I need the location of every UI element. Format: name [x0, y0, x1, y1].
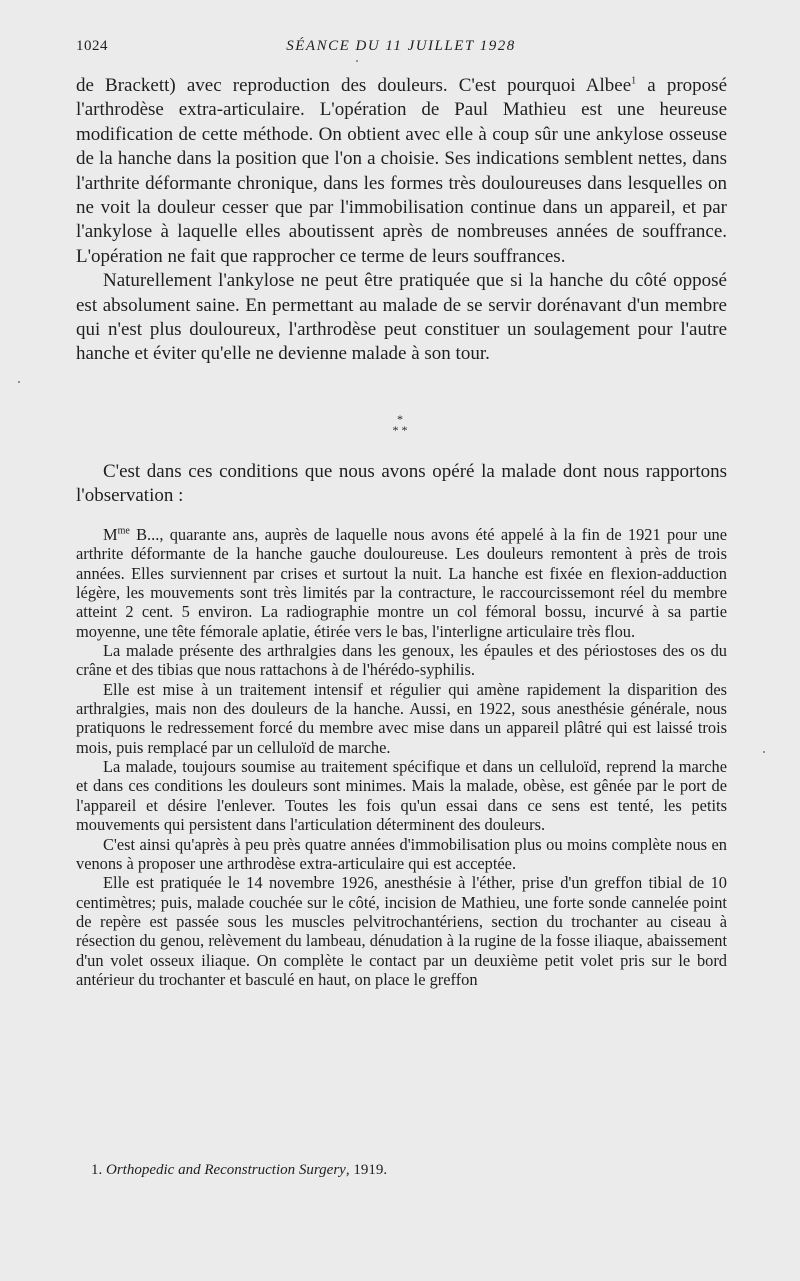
paragraph-1-rest: a proposé l'arthrodèse extra-articulaire. L'opération de Paul Mathieu est une heureuse modification de cette méthode. On obtient avec elle à coup sûr une ankylose osseuse de la hanche dans la position que l'on a choisie. Ses indications semblent nettes, dans l'arthrite déformante chronique, dans les formes très douloureuses dans lesquelles on ne voit la douleur cesser que par l'immobilisation continue dans un appareil, et par l'ankylose à laquelle elles aboutissent après de nombreuses années de souffrance. L'opération ne fait que rapprocher ce terme de leurs souffrances. — [76, 75, 727, 267]
page-number: 1024 — [76, 38, 108, 54]
main-text — [76, 74, 727, 367]
print-speck — [18, 381, 20, 383]
observation-paragraph-5: C'est ainsi qu'après à peu près quatre années d'immobilisation plus ou moins complète nous en venons à proposer une arthrodèse extra-articulaire qui est acceptée. — [76, 834, 727, 873]
observation-paragraph-1-rest: B..., quarante ans, auprès de laquelle nous avons été appelé à la fin de 1921 pour une arthrite déformante de la hanche gauche douloureuse. Les douleurs remontent à près de trois années. Elles surviennent par crises et surtout la nuit. La hanche est fixée en flexion-adduction légère, les mouvements sont très limités par la contracture, le raccourcissemont réel du membre atteint 2 cent. 5 environ. La radiographie montre un col fémoral bossu, incurvé à sa partie moyenne, une tête fémorale aplatie, étirée vers le bas, l'interligne articulaire très flou. — [76, 525, 727, 641]
paragraph-1-start: de Brackett) avec reproduction des douleurs. C'est pourquoi Albee — [76, 75, 632, 96]
footnote-ref: 1 — [631, 75, 637, 87]
observation-paragraph-3: Elle est mise à un traitement intensif et régulier qui amène rapidement la disparition des arthralgies, mais non des douleurs de la hanche. Aussi, en 1922, sous anesthésie générale, nous pratiquons le redressement forcé du membre avec mise dans un appareil plâtré qui est laissé trois mois, puis remplacé par un celluloïd de marche. — [76, 679, 727, 757]
observation-title-prefix: M — [103, 525, 118, 544]
paragraph-2: Naturellement l'ankylose ne peut être pratiquée que si la hanche du côté opposé est absolument saine. En permettant au malade de se servir dorénavant d'un membre qui n'est plus douloureux, l'arthrodèse peut constituer un soulagement pour l'autre hanche et éviter qu'elle ne devienne malade à son tour. — [76, 270, 727, 365]
asterism — [0, 414, 800, 436]
observation-paragraph-6: Elle est pratiquée le 14 novembre 1926, anesthésie à l'éther, prise d'un greffon tibial de 10 centimètres; puis, malade couchée sur le côté, incision de Mathieu, une forte sonde cannelée point de repère est passée sous les muscles pelvitrochantériens, section du trochanter au ciseau à résection du genou, relèvement du lambeau, dénudation à la rugine de la fosse iliaque, abaissement d'un volet osseux iliaque. On complète le contact par un deuxième petit volet pris sur le bord antérieur du trochanter et basculé en haut, on place le greffon — [76, 873, 727, 989]
asterism-bottom: * * — [392, 423, 408, 437]
running-title: SÉANCE DU 11 JUILLET 1928 — [286, 38, 516, 54]
footnote-title: Orthopedic and Reconstruction Surgery — [106, 1162, 346, 1178]
paragraph-1 — [76, 74, 727, 269]
print-speck — [356, 60, 358, 62]
observation-title-sup: me — [117, 525, 130, 537]
observation-paragraph-2: La malade présente des arthralgies dans les genoux, les épaules et des périostoses des os du crâne et des tibias que nous rattachons à de l'hérédo-syphilis. — [76, 641, 727, 680]
observation-paragraph-1 — [76, 525, 727, 641]
intro-observation — [76, 460, 727, 509]
footnote-year: , 1919. — [345, 1162, 388, 1178]
asterism-top: * — [397, 412, 403, 426]
paragraph-3: C'est dans ces conditions que nous avons opéré la malade dont nous rapportons l'observation : — [76, 461, 727, 507]
footnote — [91, 1160, 691, 1180]
footnote-number: 1. — [91, 1162, 103, 1178]
running-head — [76, 38, 726, 58]
observation-paragraph-4: La malade, toujours soumise au traitement spécifique et dans un celluloïd, reprend la marche et dans ces conditions les douleurs sont minimes. Mais la malade, obèse, est gênée par le port de l'appareil et désire l'enlever. Toutes les fois qu'un essai dans ce sens est tenté, les petits mouvements qui persistent dans l'articulation déterminent des douleurs. — [76, 757, 727, 835]
observation-text — [76, 525, 727, 989]
print-speck — [763, 751, 765, 753]
